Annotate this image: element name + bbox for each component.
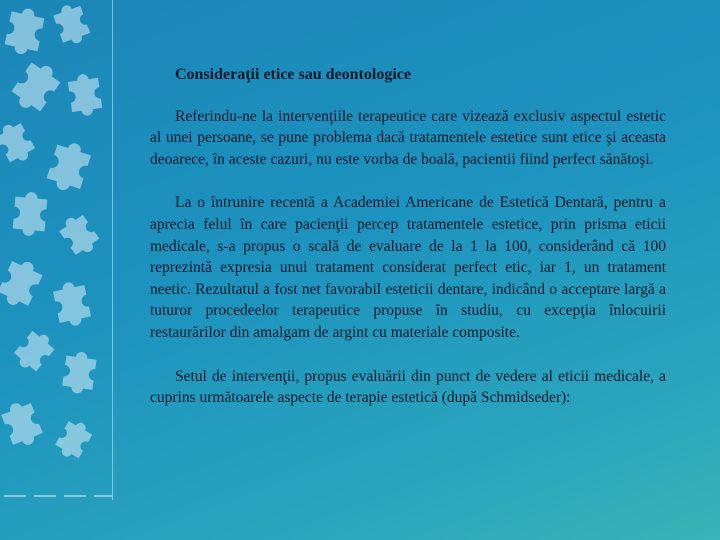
puzzle-pieces-icon (0, 0, 118, 500)
divider-dash (34, 495, 56, 497)
paragraph-3: Setul de intervenţii, propus evaluării din punct de vedere al eticii medicale, a cuprins următoarele aspecte de terapie estetică (după Schmidseder): (150, 367, 666, 407)
paragraph-1: Referindu-ne la intervenţiile terapeutice care vizează exclusiv aspectul estetic al unei persoane, se pune problema dacă tratamentele estetice sunt etice şi aceasta deoarece, în aceste cazuri, nu este vorba de boală, pacientii fiind perfect sănătoşi. (150, 107, 666, 168)
divider-dash (64, 495, 86, 497)
divider-dash (94, 495, 112, 497)
divider-dash (4, 495, 26, 497)
vertical-divider (112, 0, 113, 500)
puzzle-decoration (0, 0, 118, 540)
slide-heading: Consideraţii etice sau deontologice (175, 66, 411, 83)
slide-content (150, 64, 666, 431)
paragraph-2: La o întrunire recentă a Academiei Americane de Estetică Dentară, pentru a aprecia felul în care pacienţii percep tratamentele estetice, prin prisma eticii medicale, s-a propus o scală de evaluare de la 1 la 100, considerând că 100 reprezintă expresia unui tratament considerat perfect etic, iar 1, un tratament neetic. Rezultatul a fost net favorabil esteticii dentare, indicând o acceptare largă a tuturor procedeelor terapeutice propuse în studiu, cu excepţia înlocuirii restaurărilor din amalgam de argint cu materiale composite. (150, 194, 666, 341)
